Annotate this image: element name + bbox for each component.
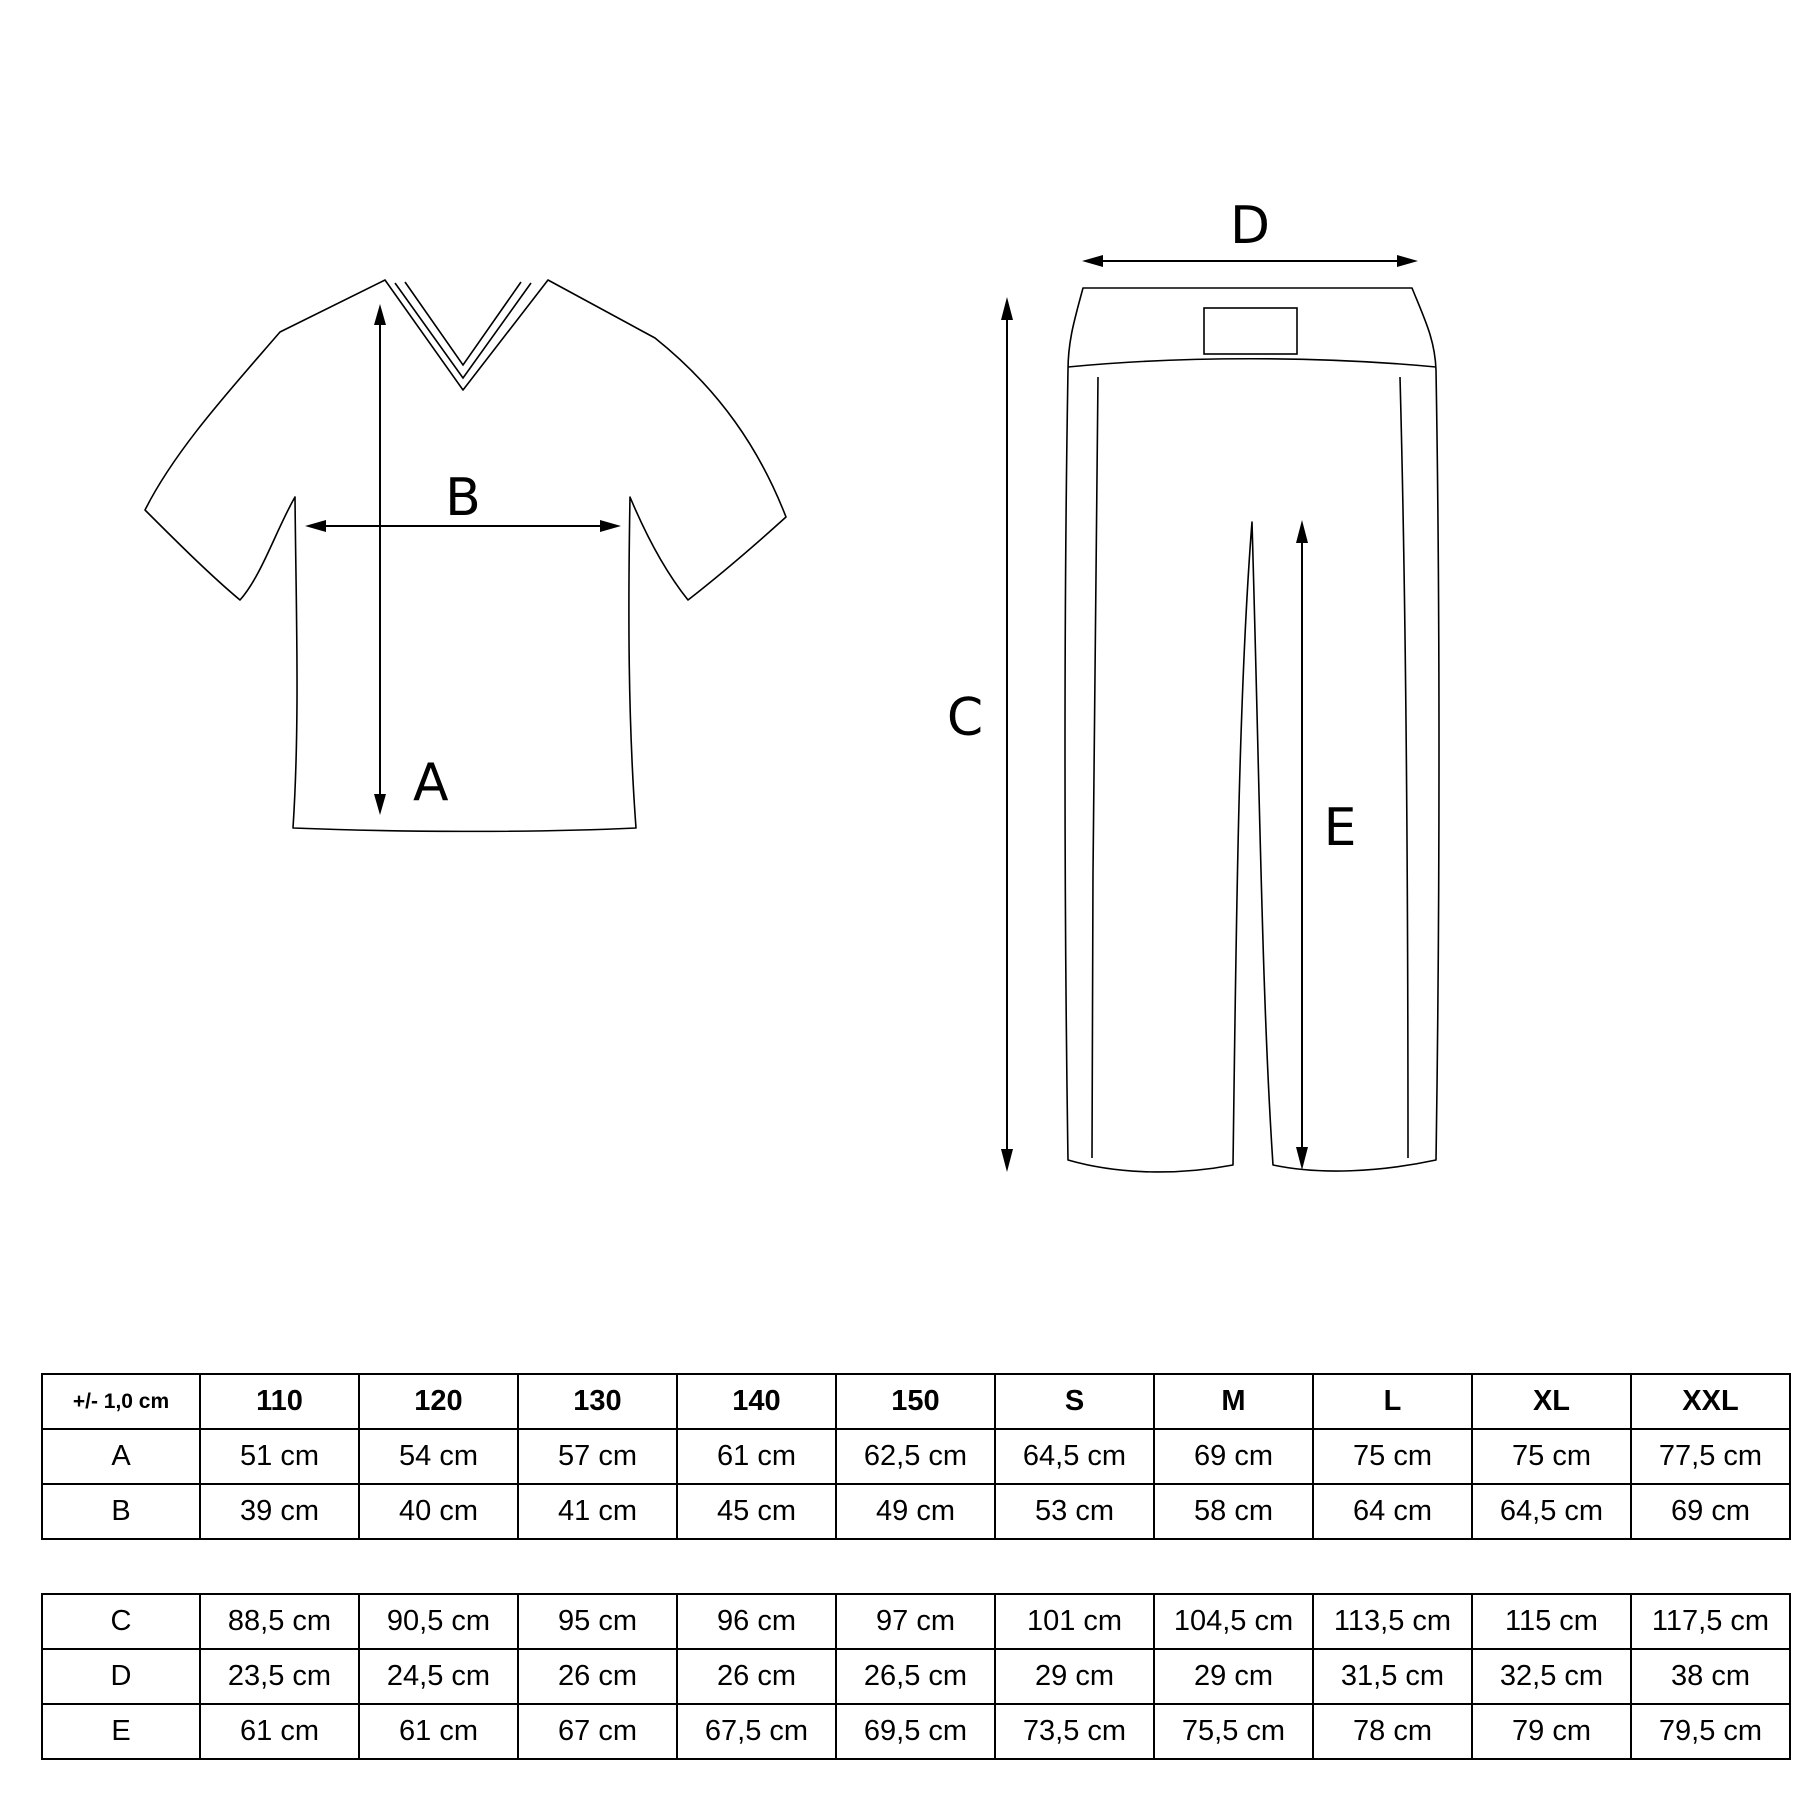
table-cell: 96 cm (677, 1594, 836, 1649)
table-cell: 32,5 cm (1472, 1649, 1631, 1704)
size-header-cell: 120 (359, 1374, 518, 1429)
shirt-size-table (41, 1373, 1791, 1540)
row-label: A (42, 1429, 200, 1484)
table-cell: 29 cm (995, 1649, 1154, 1704)
size-header-row (42, 1374, 1790, 1429)
table-cell: 67,5 cm (677, 1704, 836, 1759)
table-cell: 77,5 cm (1631, 1429, 1790, 1484)
table-row-a (42, 1429, 1790, 1484)
table-cell: 62,5 cm (836, 1429, 995, 1484)
table-cell: 69 cm (1154, 1429, 1313, 1484)
table-cell: 58 cm (1154, 1484, 1313, 1539)
label-a: A (413, 753, 449, 813)
table-cell: 31,5 cm (1313, 1649, 1472, 1704)
table-cell: 57 cm (518, 1429, 677, 1484)
table-cell: 54 cm (359, 1429, 518, 1484)
pants-illustration (1065, 288, 1439, 1172)
table-cell: 95 cm (518, 1594, 677, 1649)
table-cell: 101 cm (995, 1594, 1154, 1649)
table-cell: 88,5 cm (200, 1594, 359, 1649)
table-cell: 51 cm (200, 1429, 359, 1484)
table-cell: 69 cm (1631, 1484, 1790, 1539)
label-c: C (946, 688, 984, 748)
size-header-cell: 150 (836, 1374, 995, 1429)
size-header-cell: 130 (518, 1374, 677, 1429)
label-e: E (1323, 798, 1357, 858)
row-label: E (42, 1704, 200, 1759)
size-header-cell: XXL (1631, 1374, 1790, 1429)
shirt-illustration (145, 280, 786, 831)
table-cell: 75,5 cm (1154, 1704, 1313, 1759)
table-cell: 69,5 cm (836, 1704, 995, 1759)
table-cell: 38 cm (1631, 1649, 1790, 1704)
size-header-cell: 140 (677, 1374, 836, 1429)
table-row-e (42, 1704, 1790, 1759)
label-b: B (445, 468, 481, 528)
table-row-c (42, 1594, 1790, 1649)
table-cell: 61 cm (200, 1704, 359, 1759)
table-cell: 26 cm (518, 1649, 677, 1704)
table-cell: 73,5 cm (995, 1704, 1154, 1759)
table-cell: 64 cm (1313, 1484, 1472, 1539)
table-cell: 45 cm (677, 1484, 836, 1539)
table-cell: 61 cm (359, 1704, 518, 1759)
table-cell: 29 cm (1154, 1649, 1313, 1704)
table-cell: 104,5 cm (1154, 1594, 1313, 1649)
table-cell: 79,5 cm (1631, 1704, 1790, 1759)
table-cell: 53 cm (995, 1484, 1154, 1539)
table-cell: 90,5 cm (359, 1594, 518, 1649)
table-cell: 39 cm (200, 1484, 359, 1539)
table-cell: 23,5 cm (200, 1649, 359, 1704)
table-cell: 26,5 cm (836, 1649, 995, 1704)
size-header-cell: 110 (200, 1374, 359, 1429)
row-label: D (42, 1649, 200, 1704)
label-d: D (1229, 196, 1271, 256)
table-cell: 26 cm (677, 1649, 836, 1704)
row-label: C (42, 1594, 200, 1649)
table-cell: 41 cm (518, 1484, 677, 1539)
table-cell: 78 cm (1313, 1704, 1472, 1759)
table-cell: 97 cm (836, 1594, 995, 1649)
size-header-cell: L (1313, 1374, 1472, 1429)
table-cell: 67 cm (518, 1704, 677, 1759)
table-cell: 64,5 cm (995, 1429, 1154, 1484)
size-header-cell: S (995, 1374, 1154, 1429)
table-cell: 75 cm (1472, 1429, 1631, 1484)
pants-size-table (41, 1593, 1791, 1760)
table-cell: 75 cm (1313, 1429, 1472, 1484)
tolerance-note: +/- 1,0 cm (42, 1374, 200, 1429)
table-cell: 113,5 cm (1313, 1594, 1472, 1649)
table-cell: 79 cm (1472, 1704, 1631, 1759)
table-cell: 117,5 cm (1631, 1594, 1790, 1649)
size-header-cell: M (1154, 1374, 1313, 1429)
table-cell: 24,5 cm (359, 1649, 518, 1704)
table-cell: 64,5 cm (1472, 1484, 1631, 1539)
table-row-d (42, 1649, 1790, 1704)
pants-outline (1065, 288, 1439, 1172)
dimension-c (1001, 297, 1013, 1172)
table-cell: 49 cm (836, 1484, 995, 1539)
table-cell: 61 cm (677, 1429, 836, 1484)
table-cell: 40 cm (359, 1484, 518, 1539)
table-row-b (42, 1484, 1790, 1539)
dimension-d (1082, 255, 1418, 267)
size-header-cell: XL (1472, 1374, 1631, 1429)
table-cell: 115 cm (1472, 1594, 1631, 1649)
row-label: B (42, 1484, 200, 1539)
